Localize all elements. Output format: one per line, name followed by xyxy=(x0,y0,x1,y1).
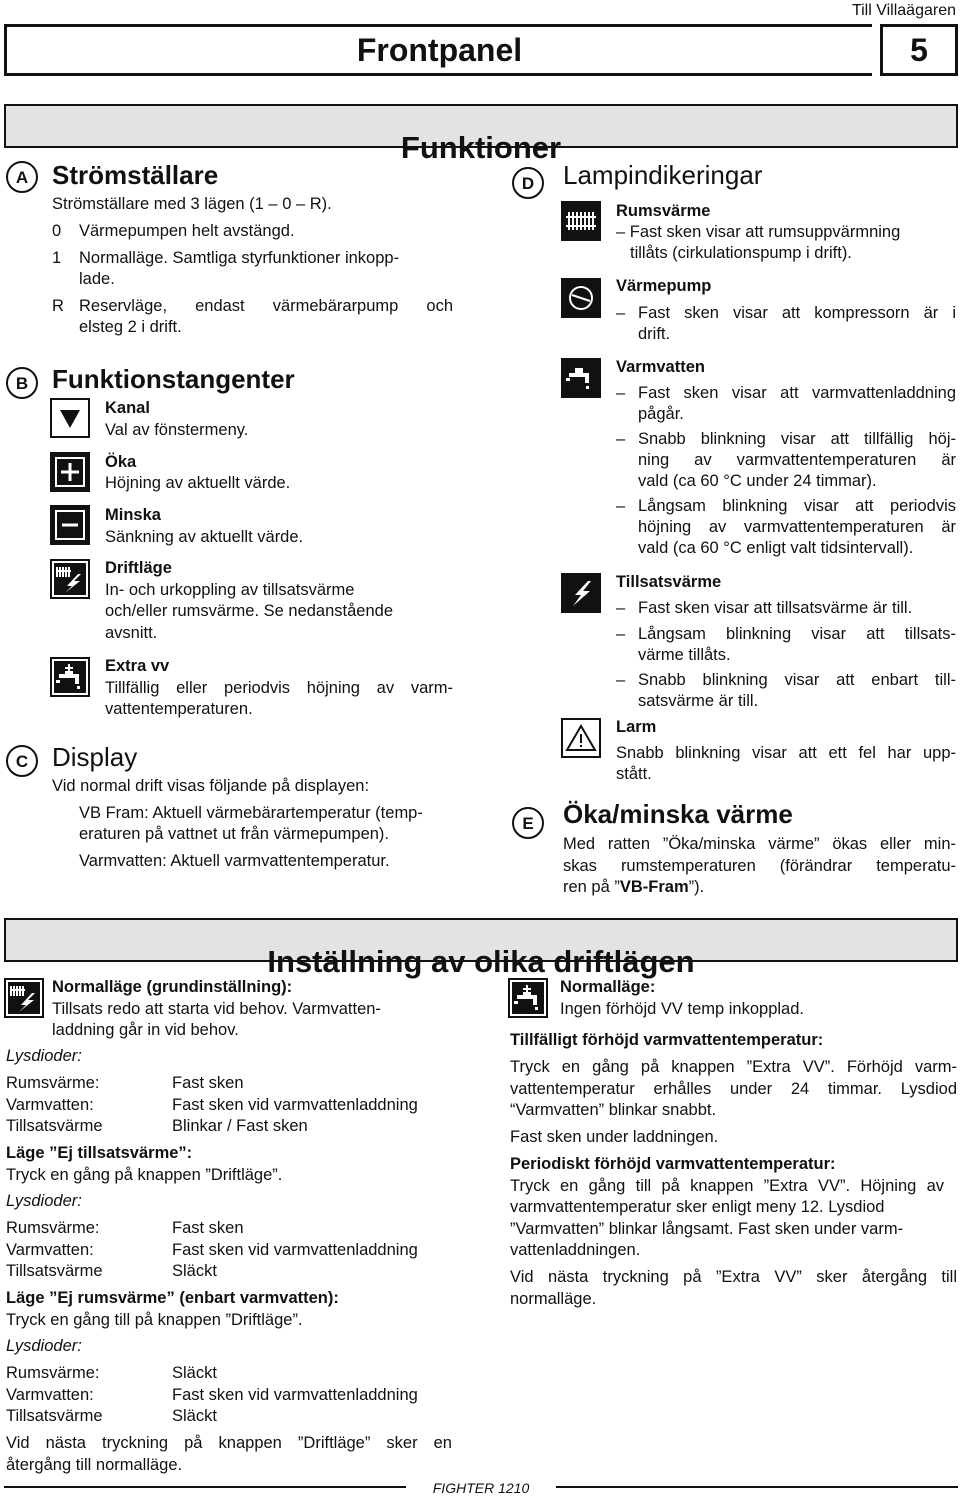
mode-title: Tillfälligt förhöjd varmvattentemperatur: xyxy=(510,1031,824,1049)
table-row: Tillsatsvärme Släckt xyxy=(6,1262,217,1280)
key-desc: Höjning av aktuellt värde. xyxy=(105,474,291,492)
list-item: – Fast sken visar att kompressorn är i xyxy=(616,304,956,322)
list-item-text: Värmepumpen helt avstängd. xyxy=(79,222,295,240)
lamp-desc: stått. xyxy=(616,765,652,783)
list-item: R xyxy=(52,297,64,315)
table-row: Rumsvärme: Fast sken xyxy=(6,1219,244,1237)
document-section-label: Till Villaägaren xyxy=(851,2,956,19)
mode-title: Läge ”Ej rumsvärme” (enbart varmvatten): xyxy=(6,1289,339,1307)
list-item: – Snabb blinkning visar att tillfällig höj- xyxy=(616,430,956,448)
section-b-title: Funktionstangenter xyxy=(52,364,295,394)
marker-b: B xyxy=(6,367,38,399)
list-item: – Fast sken visar att tillsatsvärme är till. xyxy=(616,599,913,617)
bolt-icon xyxy=(561,573,601,613)
heat-pump-icon xyxy=(561,278,601,318)
lamp-desc: satsvärme är till. xyxy=(638,692,759,710)
mode-text: varmvattentemperatur sker enligt meny 12. Lysdiod xyxy=(510,1198,885,1216)
table-row: Tillsatsvärme Blinkar / Fast sken xyxy=(6,1117,308,1135)
lamp-desc: Snabb blinkning visar att ett fel har upp- xyxy=(616,744,956,762)
section-c-intro: Vid normal drift visas följande på displayen: xyxy=(52,777,370,795)
lamp-desc: pågår. xyxy=(638,405,684,423)
plus-icon xyxy=(50,452,90,492)
list-item-text: Normalläge. Samtliga styrfunktioner inkopp- xyxy=(79,249,400,267)
key-desc: avsnitt. xyxy=(105,624,158,642)
list-item: – Fast sken visar att varmvattenladdning xyxy=(616,384,956,402)
display-line: eraturen på vattnet ut från värmepumpen). xyxy=(79,825,390,843)
list-item: 1 xyxy=(52,249,62,267)
mode-text: Tillsats redo att starta vid behov. Varmvatten- xyxy=(52,1000,381,1018)
key-name: Minska xyxy=(105,506,161,524)
mode-title: Läge ”Ej tillsatsvärme”: xyxy=(6,1144,193,1162)
radiator-icon xyxy=(561,201,601,241)
tap-plus-icon xyxy=(50,657,90,697)
lamp-desc: vald (ca 60 °C under 24 timmar). xyxy=(638,472,877,490)
mode-text: Tryck en gång till på knappen ”Extra VV”. Höjning av xyxy=(510,1177,944,1195)
mode-title: Periodiskt förhöjd varmvattentemperatur: xyxy=(510,1155,836,1173)
lamp-desc: höjning av varmvattentemperaturen är xyxy=(638,518,956,536)
mode-text: Vid nästa tryckning på knappen ”Driftläge” sker en xyxy=(6,1434,452,1452)
mode-text: normalläge. xyxy=(510,1290,597,1308)
key-desc: Val av fönstermeny. xyxy=(105,421,249,439)
key-desc: Tillfällig eller periodvis höjning av varm- xyxy=(105,679,453,697)
list-item-text: Reservläge, endast värmebärarpump och xyxy=(79,297,453,315)
section-d-title: Lampindikeringar xyxy=(563,160,763,190)
lysdioder-label: Lysdioder: xyxy=(6,1337,82,1355)
installning-title: Inställning av olika driftlägen xyxy=(267,944,695,979)
footer-model: FIGHTER 1210 xyxy=(432,1480,530,1496)
section-e-line: Med ratten ”Öka/minska värme” ökas eller min- xyxy=(563,835,956,853)
list-item: 0 xyxy=(52,222,62,240)
table-row: Tillsatsvärme Släckt xyxy=(6,1407,217,1425)
key-name: Driftläge xyxy=(105,559,172,577)
lamp-name: Värmepump xyxy=(616,277,712,295)
list-item-text: lade. xyxy=(79,270,115,288)
funktioner-bar xyxy=(4,104,958,165)
mode-text: vattentemperatur erhålles under 24 timmar. Lysdiod xyxy=(510,1080,957,1098)
mode-title: Normalläge (grundinställning): xyxy=(52,978,293,996)
section-a-intro: Strömställare med 3 lägen (1 – 0 – R). xyxy=(52,195,332,213)
tap-icon xyxy=(561,358,601,398)
lamp-name: Varmvatten xyxy=(616,358,705,376)
warning-icon xyxy=(561,718,601,758)
table-row: Varmvatten: Fast sken vid varmvattenladdning xyxy=(6,1241,418,1259)
lamp-desc: tillåts (cirkulationspump i drift). xyxy=(630,244,852,262)
marker-e: E xyxy=(512,807,544,839)
footer-rule-right xyxy=(556,1486,958,1488)
page-number: 5 xyxy=(880,24,958,76)
list-item-text: elsteg 2 i drift. xyxy=(79,318,182,336)
section-a-title: Strömställare xyxy=(52,160,219,190)
section-e-line: ren på ”VB-Fram”). xyxy=(563,878,705,896)
mode-text: Fast sken under laddningen. xyxy=(510,1128,719,1146)
display-line: Varmvatten: Aktuell varmvattentemperatur. xyxy=(79,852,390,870)
section-c-title: Display xyxy=(52,742,138,772)
mode-text: Tryck en gång till på knappen ”Driftläge”. xyxy=(6,1311,303,1329)
lamp-name: Rumsvärme xyxy=(616,202,711,220)
mode-text: laddning går in vid behov. xyxy=(52,1021,239,1039)
chevron-down-icon xyxy=(50,398,90,438)
mode-title: Normalläge: xyxy=(560,978,656,996)
lysdioder-label: Lysdioder: xyxy=(6,1047,82,1065)
mode-text: Ingen förhöjd VV temp inkopplad. xyxy=(560,1000,804,1018)
funktioner-title: Funktioner xyxy=(400,130,562,165)
page-title: Frontpanel xyxy=(4,24,872,76)
display-line: VB Fram: Aktuell värmebärartemperatur (temp- xyxy=(79,804,423,822)
table-row: Rumsvärme: Släckt xyxy=(6,1364,217,1382)
table-row: Rumsvärme: Fast sken xyxy=(6,1074,244,1092)
key-name: Öka xyxy=(105,453,137,471)
list-item: – Långsam blinkning visar att tillsats- xyxy=(616,625,956,643)
minus-icon xyxy=(50,505,90,545)
key-name: Kanal xyxy=(105,399,150,417)
lamp-desc: värme tillåts. xyxy=(638,646,731,664)
radiator-bolt-icon xyxy=(4,978,44,1018)
key-name: Extra vv xyxy=(105,657,170,675)
key-desc: In- och urkoppling av tillsatsvärme xyxy=(105,581,355,599)
mode-text: Tryck en gång på knappen ”Driftläge”. xyxy=(6,1166,283,1184)
list-item: – Snabb blinkning visar att enbart till- xyxy=(616,671,956,689)
mode-text: “Varmvatten” blinkar snabbt. xyxy=(510,1101,717,1119)
key-desc: vattentemperaturen. xyxy=(105,700,253,718)
marker-a: A xyxy=(6,161,38,193)
lamp-name: Tillsatsvärme xyxy=(616,573,722,591)
table-row: Varmvatten: Fast sken vid varmvattenladdning xyxy=(6,1386,418,1404)
mode-text: vattenladdningen. xyxy=(510,1241,641,1259)
marker-d: D xyxy=(512,167,544,199)
mode-text: Vid nästa tryckning på ”Extra VV” sker återgång till xyxy=(510,1268,957,1286)
section-e-line: skas rumstemperaturen (förändrar temperatu- xyxy=(563,857,956,875)
tap-plus-icon xyxy=(508,978,548,1018)
lamp-desc: ning av varmvattentemperaturen är xyxy=(638,451,956,469)
mode-text: återgång till normalläge. xyxy=(6,1456,183,1474)
lamp-desc: vald (ca 60 °C enligt valt tidsintervall). xyxy=(638,539,914,557)
mode-text: Tryck en gång på knappen ”Extra VV”. Förhöjd varm- xyxy=(510,1058,957,1076)
lamp-name: Larm xyxy=(616,718,657,736)
mode-text: ”Varmvatten” blinkar långsamt. Fast sken under varm- xyxy=(510,1220,904,1238)
radiator-bolt-icon xyxy=(50,559,90,599)
lysdioder-label: Lysdioder: xyxy=(6,1192,82,1210)
list-item: – Långsam blinkning visar att periodvis xyxy=(616,497,956,515)
key-desc: Sänkning av aktuellt värde. xyxy=(105,528,304,546)
installning-bar xyxy=(4,918,958,979)
footer-rule-left xyxy=(4,1486,406,1488)
marker-c: C xyxy=(6,745,38,777)
lamp-desc: – Fast sken visar att rumsuppvärmning xyxy=(616,223,901,241)
section-e-title: Öka/minska värme xyxy=(563,799,793,829)
key-desc: och/eller rumsvärme. Se nedanstående xyxy=(105,602,393,620)
lamp-desc: drift. xyxy=(638,325,671,343)
table-row: Varmvatten: Fast sken vid varmvattenladdning xyxy=(6,1096,418,1114)
